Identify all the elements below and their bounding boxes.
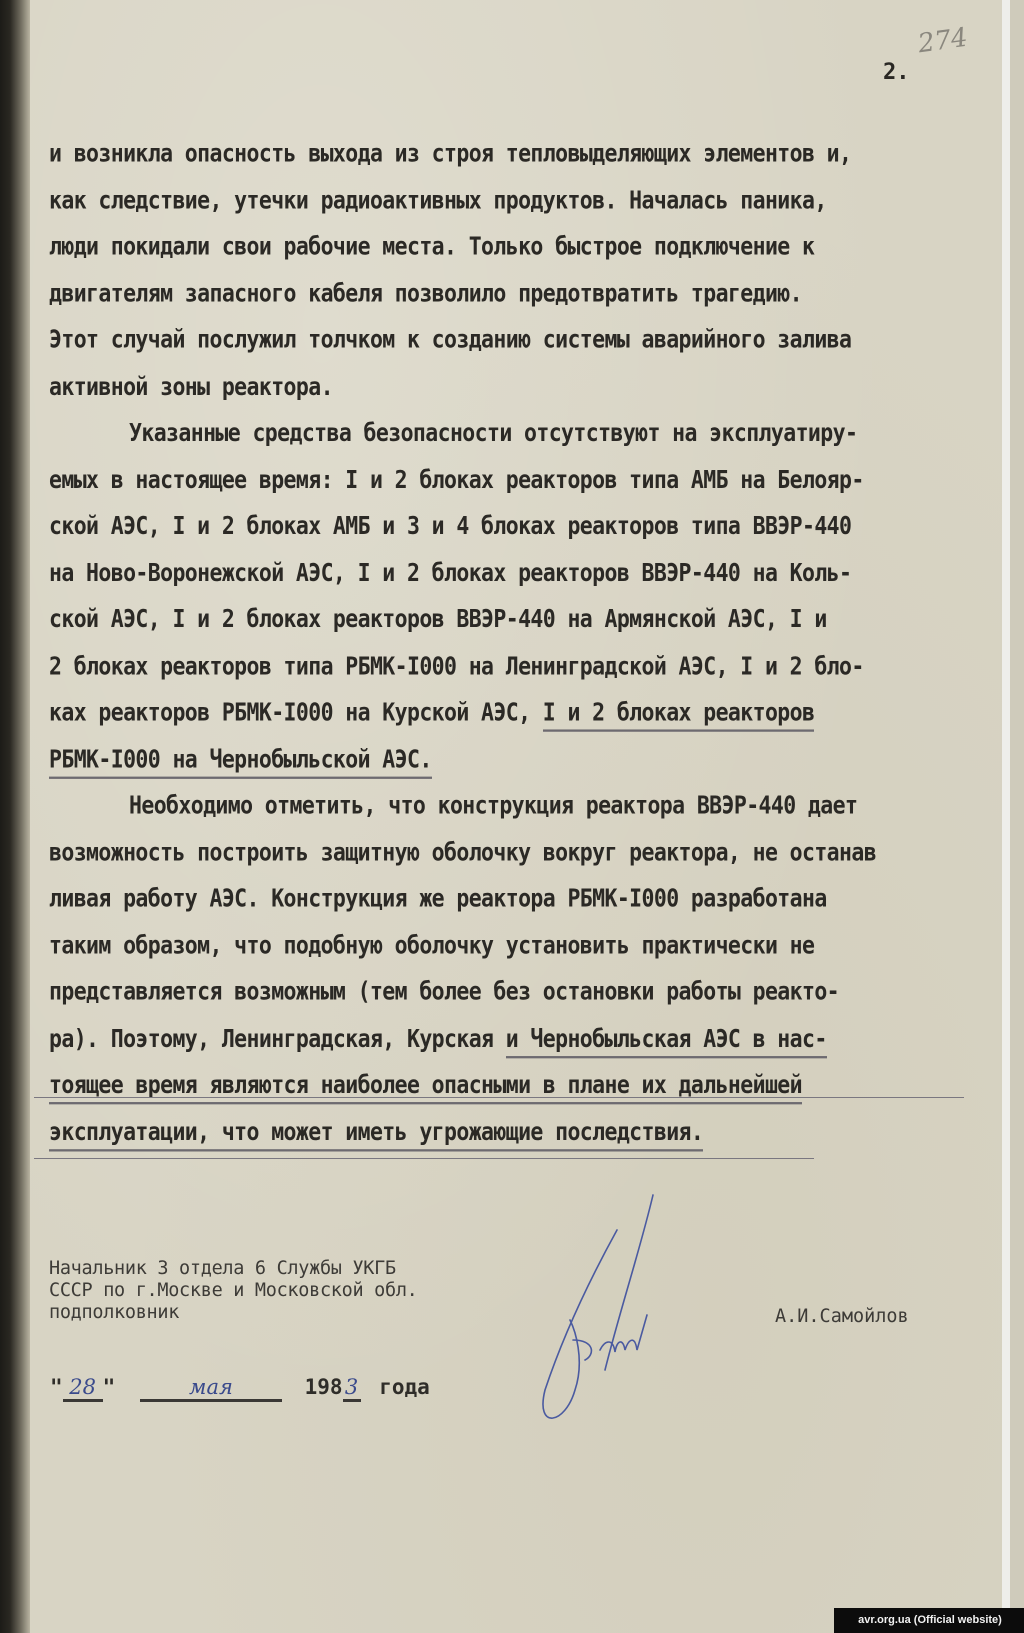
handwritten-day: 28 [63, 1375, 103, 1402]
page-edge [1002, 0, 1010, 1633]
pencil-underlined-text: и Чернобыльская АЭС в нас- [506, 1024, 827, 1057]
signatory-title [49, 1258, 418, 1324]
handwritten-signature-icon [525, 1190, 755, 1440]
text-segment: ках реакторов РБМК-I000 на Курской АЭС, [49, 698, 543, 728]
binding-shadow [0, 0, 30, 1633]
text-line: на Ново-Воронежской АЭС, I и 2 блоках реакторов ВВЭР-440 на Коль- [49, 558, 852, 588]
text-line: ской АЭС, I и 2 блоках реакторов ВВЭР-440 на Армянской АЭС, I и [49, 605, 827, 634]
pencil-margin-line [34, 1097, 964, 1098]
page-edge-backdrop [1010, 0, 1024, 1633]
page-number: 2. [883, 60, 910, 85]
text-line: Необходимо отметить, что конструкция реактора ВВЭР-440 дает [129, 791, 858, 821]
text-line: представляется возможным (тем более без остановки работы реакто- [49, 977, 840, 1007]
document-body [49, 128, 999, 1153]
archive-page-number: 274 [916, 22, 970, 60]
text-line: активной зоны реактора. [49, 372, 333, 402]
text-line: люди покидали свои рабочие места. Только быстрое подключение к [49, 232, 815, 262]
text-line: таким образом, что подобную оболочку установить практически не [49, 931, 815, 961]
text-line: ливая работу АЭС. Конструкция же реактора РБМК-I000 разработана [49, 884, 827, 914]
text-line: как следствие, утечки радиоактивных продуктов. Началась паника, [49, 186, 827, 215]
year-word: года [379, 1375, 430, 1399]
text-line [49, 1060, 999, 1107]
signature-date [50, 1375, 430, 1402]
text-line: ской АЭС, I и 2 блоках АМБ и 3 и 4 блоках реакторов типа ВВЭР-440 [49, 512, 852, 541]
pencil-margin-line [34, 1158, 814, 1159]
pencil-underlined-text: I и 2 блоках реакторов [543, 698, 815, 731]
text-line: 2 блоках реакторов типа РБМК-I000 на Ленинградской АЭС, I и 2 бло- [49, 651, 864, 681]
text-line [49, 687, 999, 734]
pencil-underlined-text: эксплуатации, что может иметь угрожающие последствия. [49, 1118, 703, 1151]
text-line: и возникла опасность выхода из строя тепловыделяющих элементов и, [49, 139, 852, 169]
year-prefix: 198 [304, 1375, 343, 1399]
source-watermark: avr.org.ua (Official website) [834, 1608, 1024, 1633]
text-line [49, 1013, 999, 1060]
handwritten-year-digit: 3 [343, 1375, 361, 1402]
text-line: емых в настоящее время: I и 2 блоках реакторов типа АМБ на Белояр- [49, 465, 864, 495]
text-segment: ра). Поэтому, Ленинградская, Курская [49, 1024, 506, 1054]
quote-mark: " [50, 1375, 63, 1399]
text-line: Этот случай послужил толчком к созданию системы аварийного залива [49, 325, 852, 355]
text-line [49, 1106, 999, 1153]
handwritten-month: мая [140, 1375, 282, 1402]
signatory-name: А.И.Самойлов [775, 1306, 909, 1327]
signatory-rank: подполковник [49, 1302, 180, 1323]
text-line: Указанные средства безопасности отсутствуют на эксплуатиру- [129, 418, 858, 448]
signatory-title-line: Начальник 3 отдела 6 Службы УКГБ [49, 1258, 396, 1279]
text-line [49, 733, 999, 780]
pencil-underlined-text: тоящее время являются наиболее опасными в плане их дальнейшей [49, 1071, 802, 1104]
text-line: возможность построить защитную оболочку вокруг реактора, не останав [49, 838, 877, 867]
text-line: двигателям запасного кабеля позволило предотвратить трагедию. [49, 279, 802, 308]
signatory-title-line: СССР по г.Москве и Московской обл. [49, 1280, 418, 1301]
pencil-underlined-text: РБМК-I000 на Чернобыльской АЭС. [49, 745, 432, 778]
quote-mark: " [102, 1375, 116, 1399]
